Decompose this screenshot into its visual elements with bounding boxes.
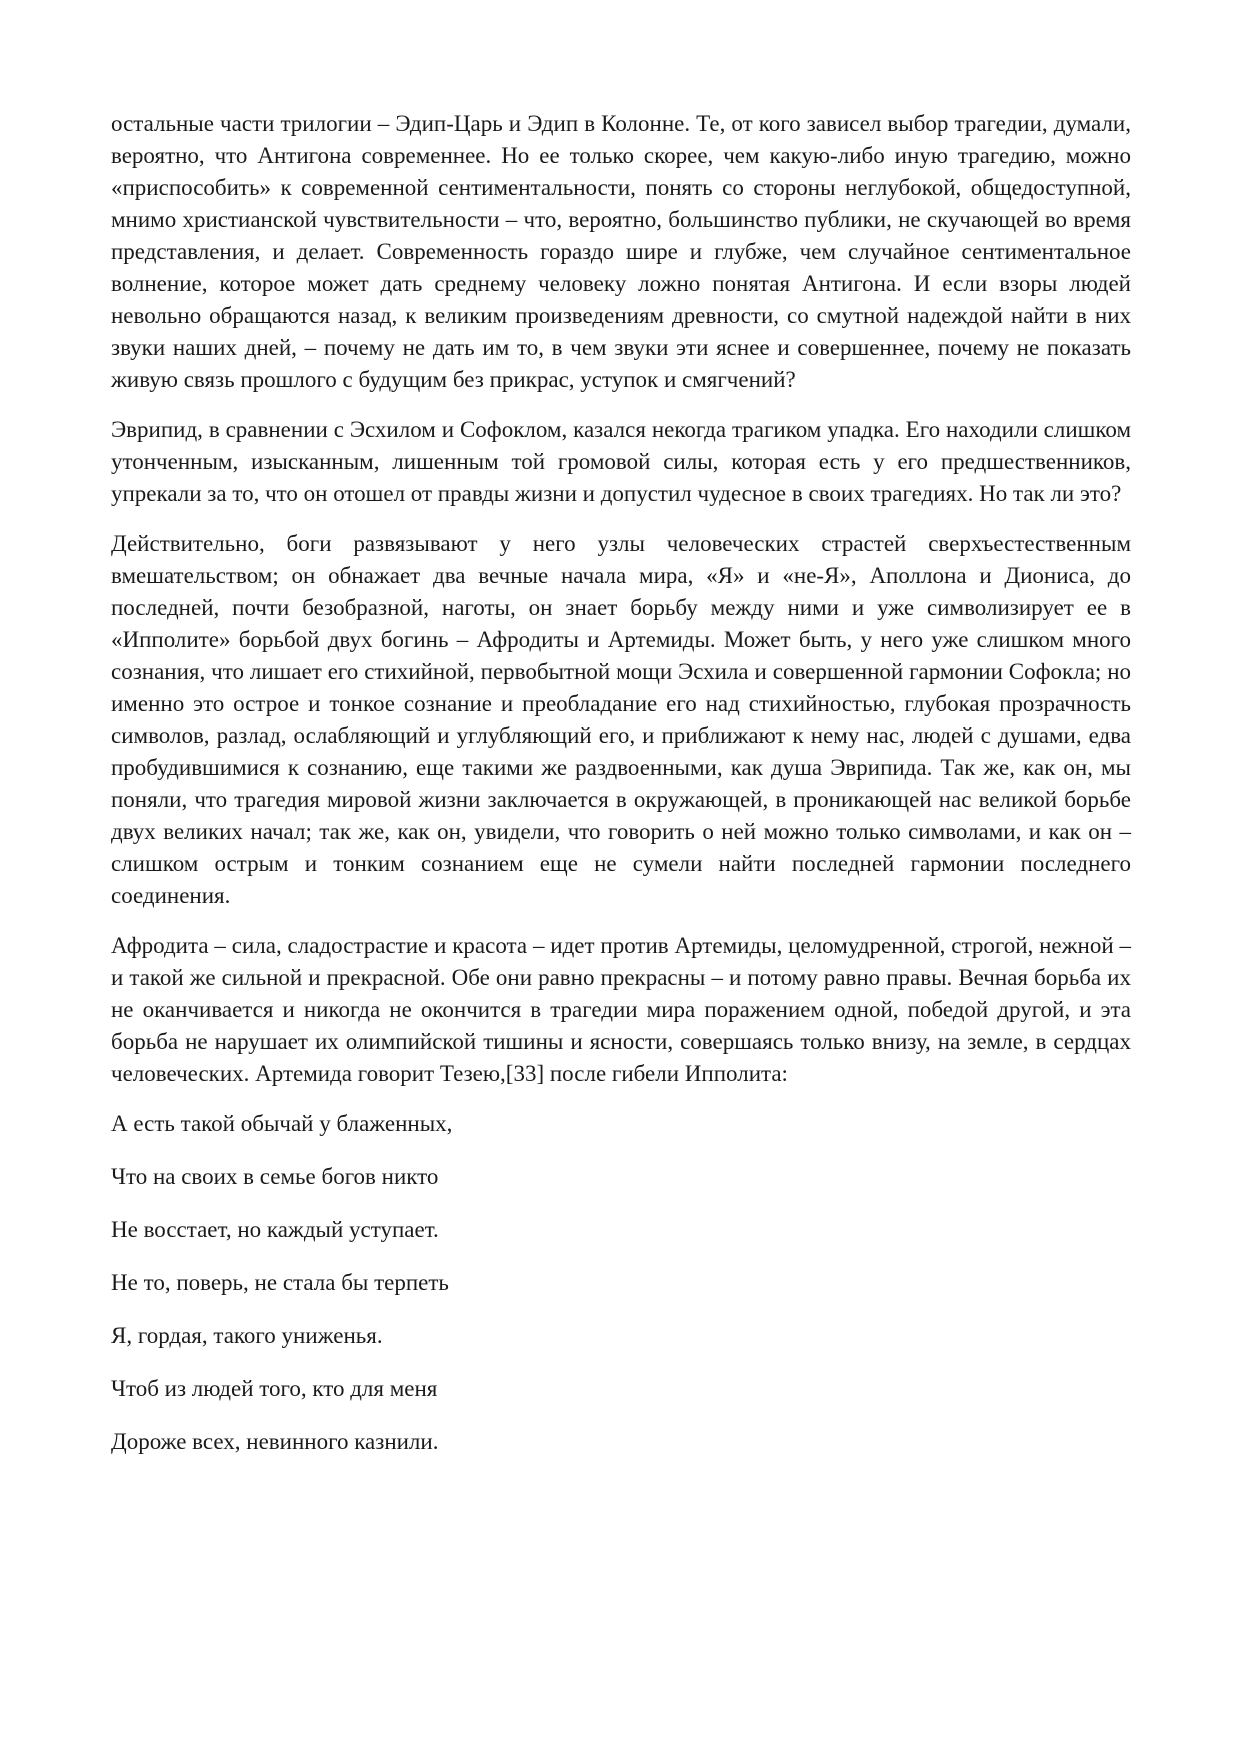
paragraph-gods: Действительно, боги развязывают у него узлы человеческих страстей сверхъестественным вмешательством; он обнажает два вечные начала мира, «Я» и «не-Я», Аполлона и Диониса, до последней, почти безобразной, наготы, он знает борьбу между ними и уже символизирует ее в «Ипполите» борьбой двух богинь – Афродиты и Артемиды. Может быть, у него уже слишком много сознания, что лишает его стихийной, первобытной мощи Эсхила и совершенной гармонии Софокла; но именно это острое и тонкое сознание и преобладание его над стихийностью, глубокая прозрачность символов, разлад, ослабляющий и углубляющий его, и приближают к нему нас, людей с душами, едва пробудившимися к сознанию, еще такими же раздвоенными, как душа Эврипида. Так же, как он, мы поняли, что трагедия мировой жизни заключается в окружающей, в проникающей нас великой борьбе двух великих начал; так же, как он, увидели, что говорить о ней можно только символами, и как он – слишком острым и тонким сознанием еще не сумели найти последней гармонии последнего соединения.	[111, 531, 1131, 908]
document-page	[111, 108, 1131, 1479]
verse-line: А есть такой обычай у блаженных,	[111, 1111, 453, 1136]
verse-line: Я, гордая, такого униженья.	[111, 1323, 383, 1348]
paragraph-aphrodite: Афродита – сила, сладострастие и красота – идет против Артемиды, целомудренной, строгой, нежной – и такой же сильной и прекрасной. Обе они равно прекрасны – и потому равно правы. Вечная борьба их не оканчивается и никогда не окончится в трагедии мира поражением одной, победой другой, и эта борьба не нарушает их олимпийской тишины и ясности, совершаясь только внизу, на земле, в сердцах человеческих. Артемида говорит Тезею,[33] после гибели Ипполита:	[111, 933, 1131, 1086]
verse-line: Дороже всех, невинного казнили.	[111, 1429, 439, 1454]
paragraph-antigone: остальные части трилогии – Эдип-Царь и Эдип в Колонне. Те, от кого зависел выбор трагедии, думали, вероятно, что Антигона современнее. Но ее только скорее, чем какую-либо иную трагедию, можно «приспособить» к современной сентиментальности, понять со стороны неглубокой, общедоступной, мнимо христианской чувствительности – что, вероятно, большинство публики, не скучающей во время представления, и делает. Современность гораздо шире и глубже, чем случайное сентиментальное волнение, которое может дать среднему человеку ложно понятая Антигона. И если взоры людей невольно обращаются назад, к великим произведениям древности, со смутной надеждой найти в них звуки наших дней, – почему не дать им то, в чем звуки эти яснее и совершеннее, почему не показать живую связь прошлого с будущим без прикрас, уступок и смягчений?	[111, 111, 1131, 392]
paragraph-euripides: Эврипид, в сравнении с Эсхилом и Софоклом, казался некогда трагиком упадка. Его находили слишком утонченным, изысканным, лишенным той громовой силы, которая есть у его предшественников, упрекали за то, что он отошел от правды жизни и допустил чудесное в своих трагедиях. Но так ли это?	[111, 417, 1131, 506]
verse-quote	[111, 1108, 1131, 1458]
verse-line: Не восстает, но каждый уступает.	[111, 1217, 439, 1242]
verse-line: Что на своих в семье богов никто	[111, 1164, 439, 1189]
verse-line: Чтоб из людей того, кто для меня	[111, 1376, 438, 1401]
verse-line: Не то, поверь, не стала бы терпеть	[111, 1270, 449, 1295]
